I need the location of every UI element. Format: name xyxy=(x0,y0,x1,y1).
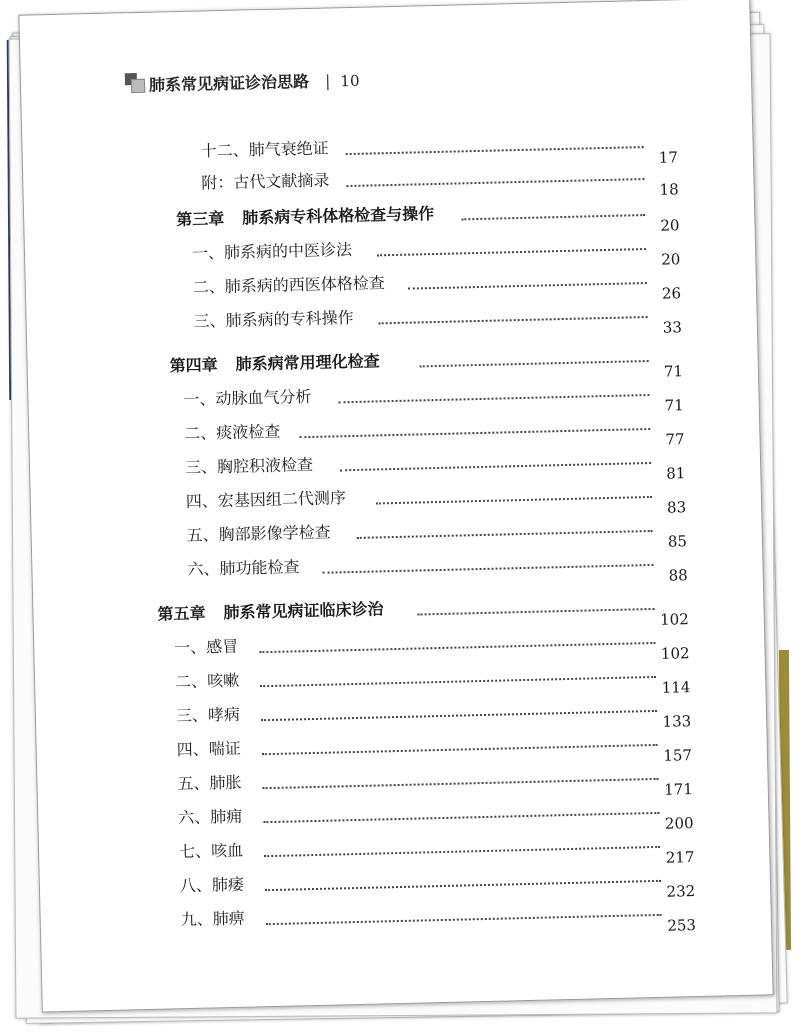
page-number: 77 xyxy=(665,430,685,449)
page-number: 171 xyxy=(663,780,693,799)
section-title: 三、哮病 xyxy=(176,702,243,727)
section-title: 七、咳血 xyxy=(179,838,246,863)
dot-leader xyxy=(339,394,650,403)
toc-page xyxy=(18,0,773,1012)
chapter-title: 肺系病专科体格检查与操作 xyxy=(241,204,435,228)
page-number: 232 xyxy=(666,882,696,901)
section-title: 一、感冒 xyxy=(174,634,241,659)
dot-leader xyxy=(265,880,661,891)
section-title: 五、胸部影像学检查 xyxy=(186,520,333,546)
toc-section-row xyxy=(174,658,691,697)
section-title: 三、胸腔积液检查 xyxy=(185,452,316,478)
toc-section-row xyxy=(183,376,684,415)
page-number: 83 xyxy=(666,498,687,517)
dot-leader xyxy=(346,178,644,187)
page-number: 71 xyxy=(664,396,684,415)
page-number: 217 xyxy=(665,848,695,867)
page-number: 102 xyxy=(659,610,689,629)
page-number: 157 xyxy=(663,746,693,765)
chapter-number: 第四章 xyxy=(169,355,218,376)
page-number: 133 xyxy=(662,712,692,731)
toc-section-row xyxy=(201,160,679,199)
chapter-title: 肺系病常用理化检查 xyxy=(235,351,380,374)
section-title: 一、动脉血气分析 xyxy=(183,384,314,410)
dot-leader xyxy=(263,812,659,823)
dot-leader xyxy=(346,146,644,155)
section-title: 六、肺痈 xyxy=(178,804,245,829)
page-number: 26 xyxy=(661,284,682,303)
book-title: 肺系常见病证诊治思路 xyxy=(148,71,310,95)
dot-leader xyxy=(408,282,647,290)
page-number: 33 xyxy=(662,318,683,337)
section-title: 三、肺系病的专科操作 xyxy=(193,305,356,332)
toc-section-row xyxy=(192,264,682,303)
page-number: 71 xyxy=(663,362,684,381)
section-title: 四、宏基因组二代测序 xyxy=(186,485,349,512)
section-title: 五、肺胀 xyxy=(177,770,244,795)
toc-section-row xyxy=(180,896,697,935)
toc-section-row xyxy=(184,444,686,483)
dot-leader xyxy=(379,316,648,324)
chapter-number: 第三章 xyxy=(175,208,225,230)
toc-section-row xyxy=(178,828,695,867)
page-number: 18 xyxy=(659,180,679,199)
dot-leader xyxy=(262,744,658,755)
page-number: 253 xyxy=(667,916,697,935)
dot-leader xyxy=(263,778,659,789)
page-number: 85 xyxy=(667,532,688,551)
toc-section-row xyxy=(187,546,688,585)
header-separator: | xyxy=(324,71,331,91)
toc-section-row xyxy=(185,478,687,517)
dot-leader xyxy=(261,710,657,721)
page-number: 88 xyxy=(668,566,688,585)
header-page-number: 10 xyxy=(340,71,360,91)
toc-section-row xyxy=(174,624,690,663)
section-title: 八、肺痿 xyxy=(180,872,247,897)
section-title: 二、痰液检查 xyxy=(184,419,283,444)
page-number: 102 xyxy=(660,644,690,663)
section-title: 九、肺痹 xyxy=(180,906,247,931)
toc-section-row xyxy=(176,726,693,765)
chapter-title: 肺系常见病证临床诊治 xyxy=(223,599,384,623)
page-number: 20 xyxy=(660,250,681,269)
section-title: 四、喘证 xyxy=(176,736,243,761)
dot-leader xyxy=(299,428,650,438)
page-number: 17 xyxy=(658,148,679,167)
section-title: 附：古代文献摘录 xyxy=(201,167,332,193)
section-title: 六、肺功能检查 xyxy=(187,554,302,580)
page-number: 200 xyxy=(664,814,694,833)
dot-leader xyxy=(461,214,645,220)
toc-chapter-row xyxy=(169,342,684,381)
dot-leader xyxy=(266,914,662,925)
toc-chapter-row xyxy=(157,590,688,627)
page-number: 114 xyxy=(661,678,691,697)
toc-section-row xyxy=(191,230,681,269)
running-header xyxy=(149,68,360,96)
dot-leader xyxy=(418,608,655,616)
toc-section-row xyxy=(175,692,692,731)
section-title: 二、咳嗽 xyxy=(175,668,242,693)
chapter-heading xyxy=(176,201,437,230)
dot-leader xyxy=(259,642,655,653)
toc-chapter-row xyxy=(175,196,680,235)
page-number: 20 xyxy=(660,216,680,235)
dot-leader xyxy=(377,248,646,256)
toc-section-row xyxy=(179,862,696,901)
dot-leader xyxy=(340,462,651,471)
dot-leader xyxy=(260,676,656,687)
book-logo-icon xyxy=(125,73,143,91)
toc-section-row xyxy=(200,128,679,167)
section-title: 十二、肺气衰绝证 xyxy=(200,135,331,161)
dot-leader xyxy=(264,846,660,857)
dot-leader xyxy=(357,530,653,539)
toc-section-row xyxy=(184,410,685,449)
section-title: 二、肺系病的西医体格检查 xyxy=(193,270,388,298)
dot-leader xyxy=(420,360,649,367)
dot-leader xyxy=(323,564,654,574)
chapter-number: 第五章 xyxy=(157,603,206,624)
chapter-heading xyxy=(169,348,382,376)
section-title: 一、肺系病的中医诊法 xyxy=(192,237,355,264)
toc-section-row xyxy=(177,760,693,799)
page-number: 81 xyxy=(666,464,686,483)
toc-section-row xyxy=(178,794,694,833)
toc-section-row xyxy=(186,512,688,551)
dot-leader xyxy=(376,496,652,505)
toc-section-row xyxy=(193,298,683,337)
chapter-heading xyxy=(157,596,386,624)
